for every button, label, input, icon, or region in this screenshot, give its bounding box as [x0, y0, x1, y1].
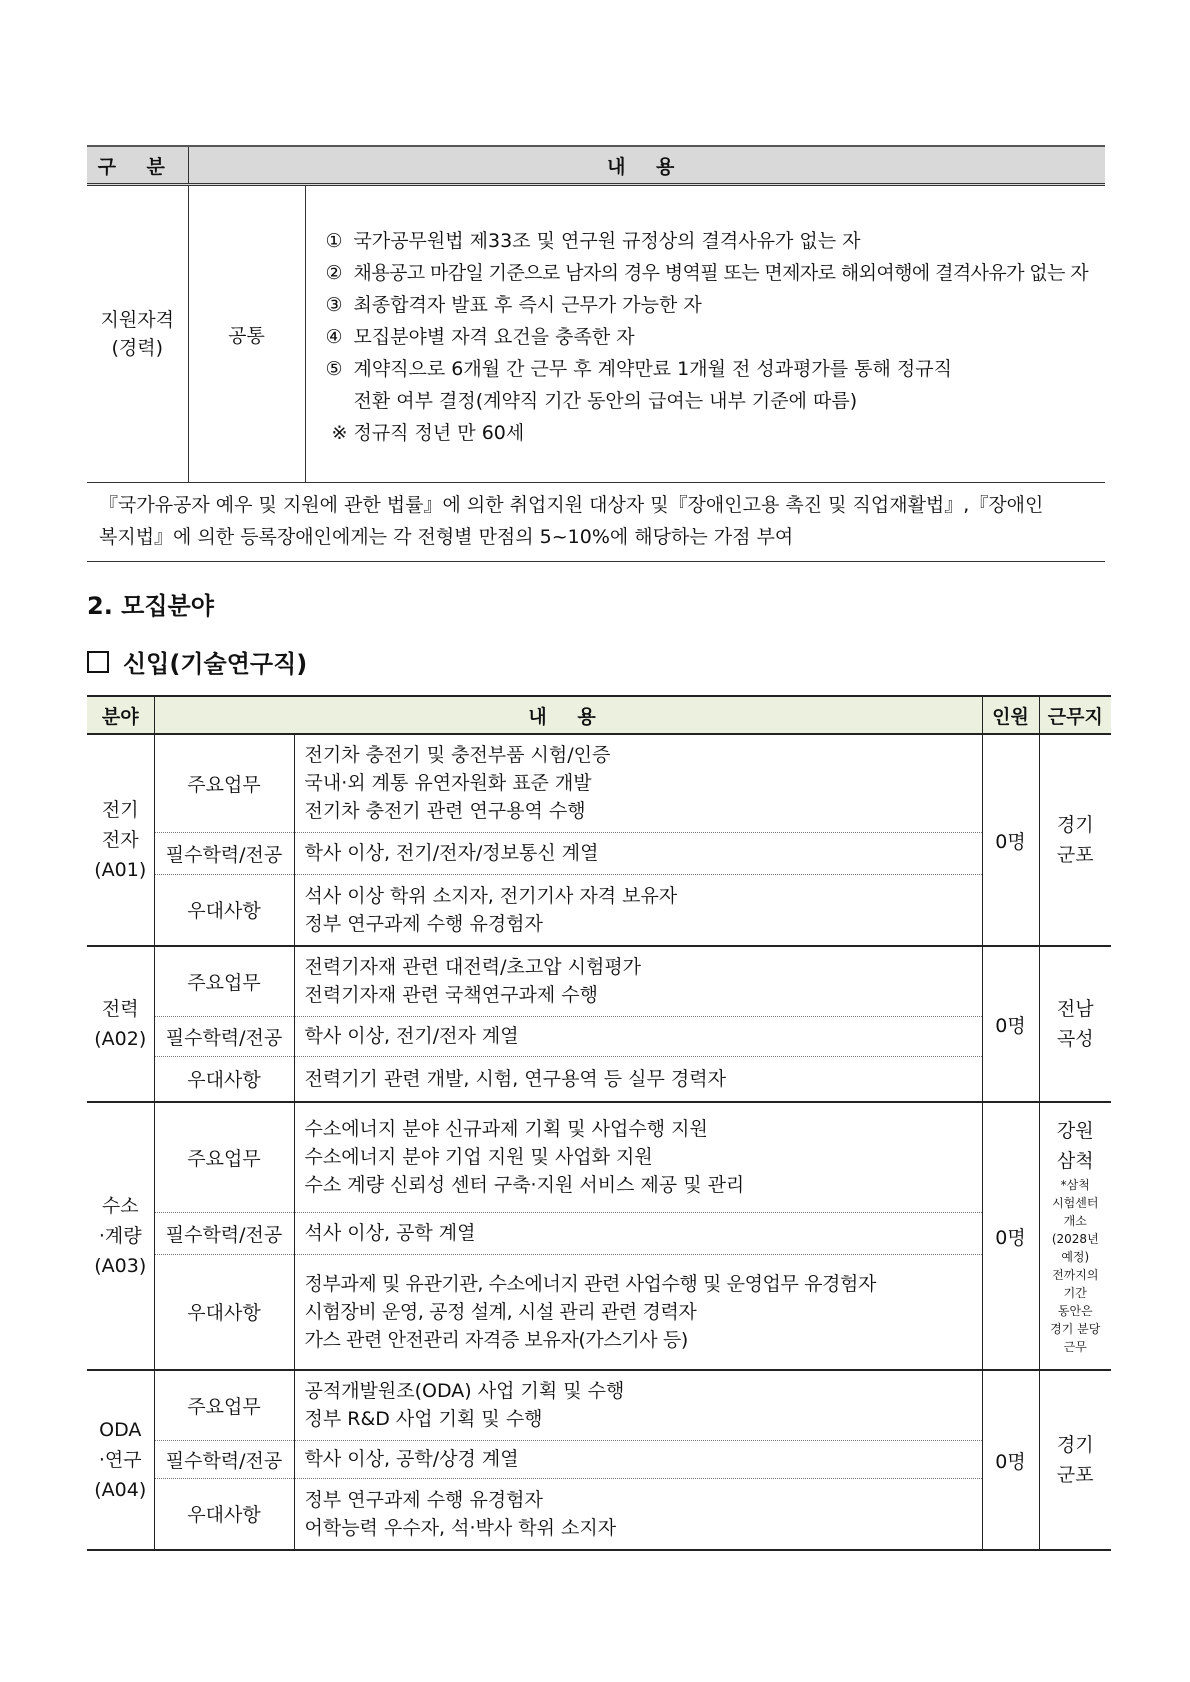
requirement-content: 학사 이상, 전기/전자/정보통신 계열 [294, 832, 982, 874]
eligibility-item-continuation: 전환 여부 결정(계약직 기간 동안의 급여는 내부 기준에 따름) [353, 390, 858, 412]
eligibility-table [87, 145, 1105, 562]
field-a02: 전력 (A02) [87, 946, 154, 1102]
preference-content: 정부과제 및 유관기관, 수소에너지 관련 사업수행 및 운영업무 유경험자 시험장비 운영, 공정 설계, 시설 관리 관련 경력자 가스 관련 안전관리 자격증 보유자(가스기사 등) [294, 1254, 982, 1370]
location-note: *삼척 시험센터 개소 (2028년 예정) 전까지의 기간 동안은 경기 분당 근무 [1050, 1178, 1101, 1354]
header-field: 분야 [87, 696, 154, 734]
table-row [87, 1440, 1111, 1478]
eligibility-item: ③ 최종합격자 발표 후 즉시 근무가 가능한 자 [325, 294, 702, 316]
requirement-label: 필수학력/전공 [154, 832, 294, 874]
requirement-content: 학사 이상, 전기/전자 계열 [294, 1016, 982, 1056]
duty-label: 주요업무 [154, 734, 294, 832]
recruitment-header-row [87, 696, 1111, 734]
eligibility-header-row [87, 146, 1105, 185]
eligibility-item: ④ 모집분야별 자격 요건을 충족한 자 [325, 326, 635, 348]
duty-label: 주요업무 [154, 1370, 294, 1440]
table-row [87, 1016, 1111, 1056]
eligibility-item: ② 채용공고 마감일 기준으로 남자의 경우 병역필 또는 면제자로 해외여행에 결격사유가 없는 자 [325, 262, 1088, 284]
table-row [87, 1370, 1111, 1440]
requirement-content: 석사 이상, 공학 계열 [294, 1212, 982, 1254]
table-row [87, 832, 1111, 874]
eligibility-subcategory: 공통 [188, 185, 305, 483]
eligibility-footnote-row [87, 483, 1105, 562]
duty-content: 전력기자재 관련 대전력/초고압 시험평가 전력기자재 관련 국책연구과제 수행 [294, 946, 982, 1016]
field-a04: ODA ·연구 (A04) [87, 1370, 154, 1550]
subsection-title: 신입(기술연구직) [87, 644, 307, 679]
eligibility-item: ① 국가공무원법 제33조 및 연구원 규정상의 결격사유가 없는 자 [325, 230, 861, 252]
duty-label: 주요업무 [154, 946, 294, 1016]
headcount: 0명 [982, 1370, 1039, 1550]
field-a03: 수소 ·계량 (A03) [87, 1102, 154, 1370]
preference-label: 우대사항 [154, 1056, 294, 1102]
table-row [87, 946, 1111, 1016]
duty-content: 공적개발원조(ODA) 사업 기획 및 수행 정부 R&D 사업 기획 및 수행 [294, 1370, 982, 1440]
header-count: 인원 [982, 696, 1039, 734]
requirement-label: 필수학력/전공 [154, 1440, 294, 1478]
eligibility-body-row [87, 185, 1105, 483]
header-category: 구 분 [87, 146, 188, 185]
section-title: 2. 모집분야 [87, 592, 214, 620]
work-location: 경기 군포 [1039, 1370, 1111, 1550]
table-row [87, 1056, 1111, 1102]
header-content: 내 용 [188, 146, 1105, 185]
table-row [87, 874, 1111, 946]
eligibility-items [305, 185, 1105, 483]
bonus-points-footnote: 『국가유공자 예우 및 지원에 관한 법률』에 의한 취업지원 대상자 및『장애인고용 촉진 및 직업재활법』,『장애인 복지법』에 의한 등록장애인에게는 각 전형별 만점의 5~10%에 해당하는 가점 부여 [87, 483, 1105, 562]
preference-content: 전력기기 관련 개발, 시험, 연구용역 등 실무 경력자 [294, 1056, 982, 1102]
requirement-label: 필수학력/전공 [154, 1212, 294, 1254]
work-location: 경기 군포 [1039, 734, 1111, 946]
work-location: 강원 삼척 *삼척 시험센터 개소 (2028년 예정) 전까지의 기간 동안은 경기 분당 근무 [1039, 1102, 1111, 1370]
duty-content: 전기차 충전기 및 충전부품 시험/인증 국내·외 계통 유연자원화 표준 개발 전기차 충전기 관련 연구용역 수행 [294, 734, 982, 832]
duty-label: 주요업무 [154, 1102, 294, 1212]
headcount: 0명 [982, 1102, 1039, 1370]
table-row [87, 734, 1111, 832]
headcount: 0명 [982, 946, 1039, 1102]
preference-label: 우대사항 [154, 1478, 294, 1550]
table-row [87, 1478, 1111, 1550]
recruitment-table [87, 695, 1111, 1551]
eligibility-category: 지원자격 (경력) [87, 185, 188, 483]
eligibility-item: ⑤ 계약직으로 6개월 간 근무 후 계약만료 1개월 전 성과평가를 통해 정규직 [325, 358, 952, 380]
table-row [87, 1102, 1111, 1212]
table-row [87, 1212, 1111, 1254]
field-a01: 전기 전자 (A01) [87, 734, 154, 946]
requirement-content: 학사 이상, 공학/상경 계열 [294, 1440, 982, 1478]
preference-label: 우대사항 [154, 1254, 294, 1370]
headcount: 0명 [982, 734, 1039, 946]
table-row [87, 1254, 1111, 1370]
work-location: 전남 곡성 [1039, 946, 1111, 1102]
preference-label: 우대사항 [154, 874, 294, 946]
preference-content: 석사 이상 학위 소지자, 전기기사 자격 보유자 정부 연구과제 수행 유경험자 [294, 874, 982, 946]
preference-content: 정부 연구과제 수행 유경험자 어학능력 우수자, 석·박사 학위 소지자 [294, 1478, 982, 1550]
checkbox-square-icon [87, 651, 109, 673]
duty-content: 수소에너지 분야 신규과제 기획 및 사업수행 지원 수소에너지 분야 기업 지원 및 사업화 지원 수소 계량 신뢰성 센터 구축·지원 서비스 제공 및 관리 [294, 1102, 982, 1212]
header-content: 내 용 [154, 696, 982, 734]
header-location: 근무지 [1039, 696, 1111, 734]
requirement-label: 필수학력/전공 [154, 1016, 294, 1056]
retirement-note: ※ 정규직 정년 만 60세 [331, 422, 525, 444]
